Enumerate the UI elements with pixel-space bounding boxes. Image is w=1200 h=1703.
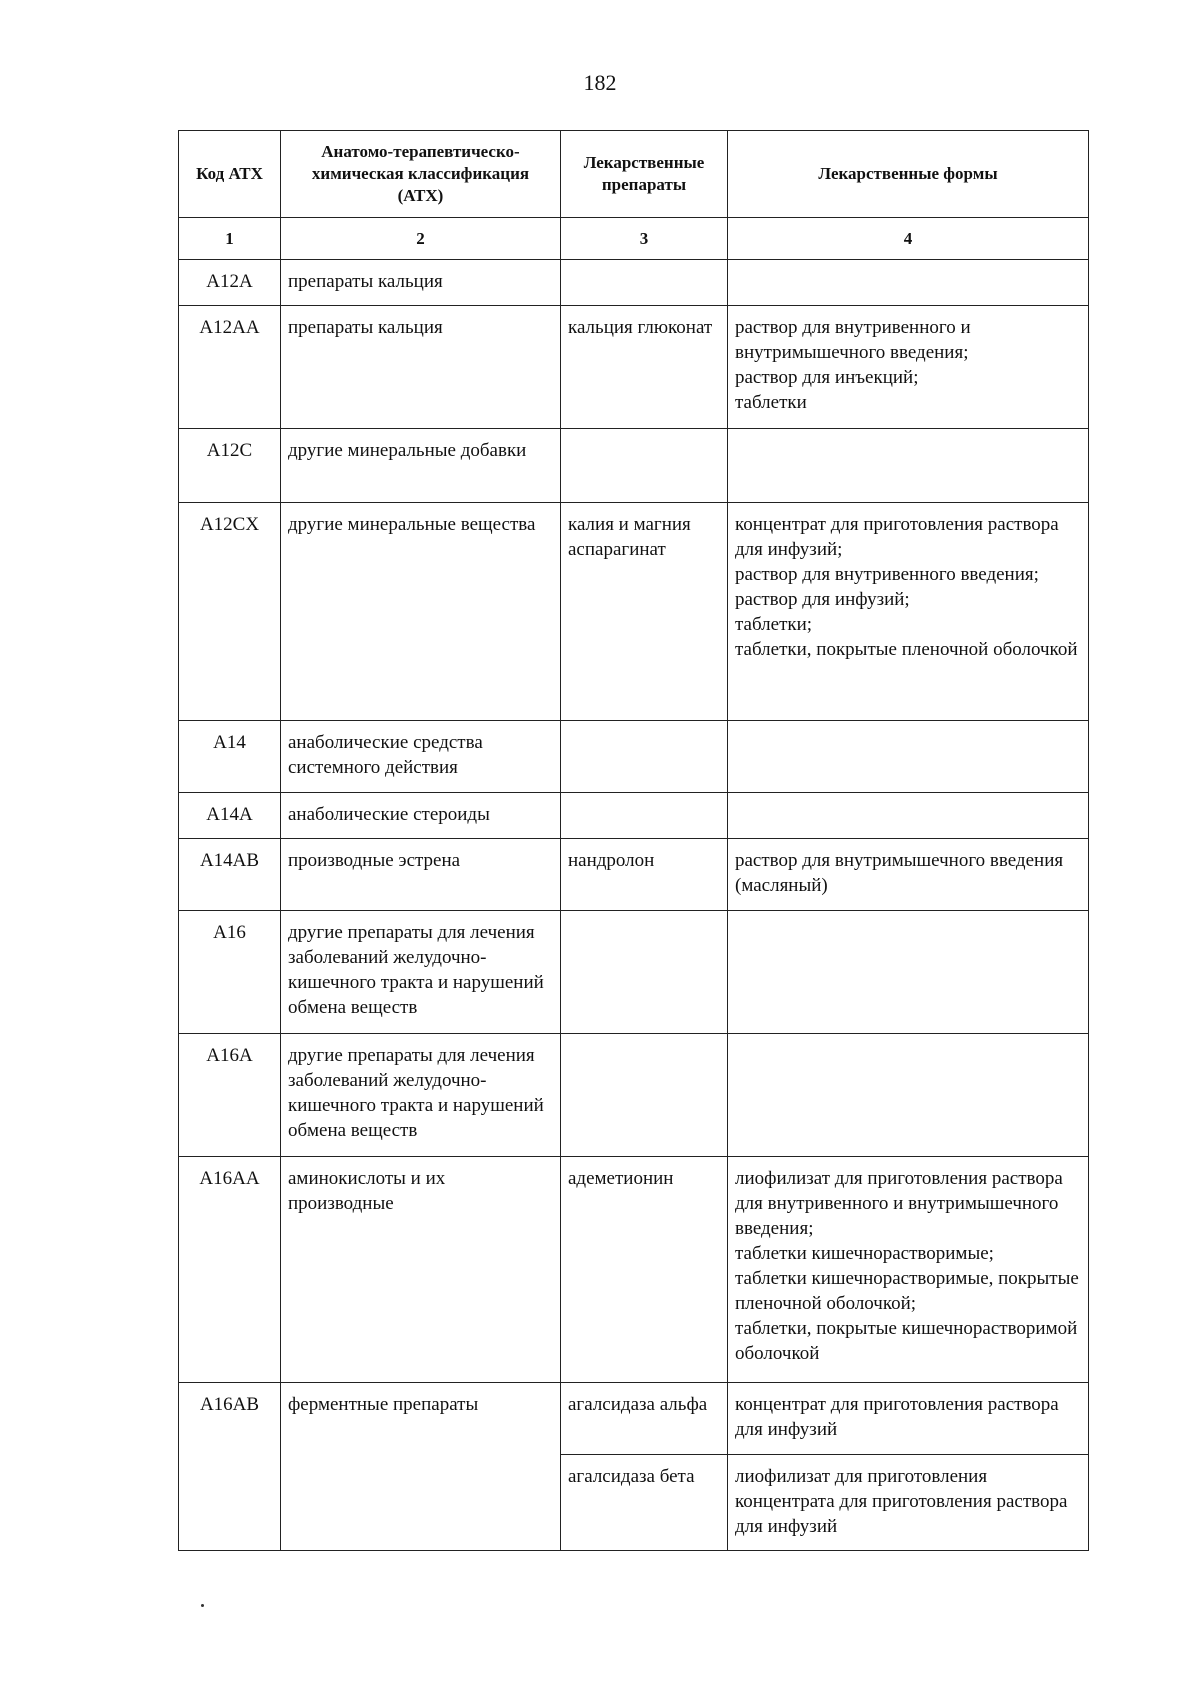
table-row	[179, 911, 1089, 1034]
drug-cell: калия и магния аспарагинат	[561, 503, 728, 721]
dosage-form: раствор для инъекций;	[735, 367, 919, 388]
drug-cell: нандролон	[561, 839, 728, 911]
dosage-forms-cell	[728, 911, 1089, 1034]
drug-cell	[561, 260, 728, 306]
dosage-form: раствор для внутривенного введения;	[735, 564, 1039, 585]
dosage-form: раствор для инфузий;	[735, 589, 910, 610]
atx-code-cell: A12A	[179, 260, 281, 306]
page-number: 182	[583, 70, 617, 95]
column-number: 1	[179, 218, 281, 260]
dosage-form: таблетки кишечнорастворимые;	[735, 1243, 994, 1264]
dosage-forms-cell	[728, 793, 1089, 839]
dosage-forms-cell	[728, 503, 1089, 721]
atx-code-cell: A16A	[179, 1034, 281, 1157]
dosage-form: таблетки, покрытые пленочной оболочкой	[735, 639, 1078, 660]
dosage-forms-cell	[728, 1383, 1089, 1455]
table-row	[179, 721, 1089, 793]
atx-code-cell: A14	[179, 721, 281, 793]
scan-speck	[201, 1604, 204, 1607]
column-number: 3	[561, 218, 728, 260]
classification-cell: ферментные препараты	[281, 1383, 561, 1551]
classification-cell: другие минеральные добавки	[281, 429, 561, 503]
dosage-form: раствор для внутривенного и внутримышечного введения;	[735, 317, 971, 363]
dosage-form: концентрат для приготовления раствора для инфузий	[735, 1394, 1059, 1440]
table-row	[179, 1034, 1089, 1157]
drug-cell: кальция глюконат	[561, 306, 728, 429]
atx-table	[178, 130, 1089, 1551]
table-row	[179, 306, 1089, 429]
atx-code-cell: A12C	[179, 429, 281, 503]
drug-cell	[561, 793, 728, 839]
header-atx-classification: Анатомо-терапевтическо-химическая классификация (АТХ)	[281, 131, 561, 218]
dosage-forms-cell	[728, 306, 1089, 429]
atx-code-cell: A12AA	[179, 306, 281, 429]
atx-code-cell: A16	[179, 911, 281, 1034]
drug-cell	[561, 721, 728, 793]
drug-cell	[561, 429, 728, 503]
classification-cell: другие минеральные вещества	[281, 503, 561, 721]
classification-cell: аминокислоты и их производные	[281, 1157, 561, 1383]
header-drugs: Лекарственные препараты	[561, 131, 728, 218]
drug-cell: адеметионин	[561, 1157, 728, 1383]
dosage-forms-cell	[728, 1034, 1089, 1157]
drug-cell	[561, 1034, 728, 1157]
column-number: 4	[728, 218, 1089, 260]
dosage-form: таблетки	[735, 392, 807, 413]
header-dosage-forms: Лекарственные формы	[728, 131, 1089, 218]
atx-code-cell: A16AA	[179, 1157, 281, 1383]
drug-cell	[561, 911, 728, 1034]
dosage-forms-cell	[728, 1157, 1089, 1383]
table-row	[179, 429, 1089, 503]
table-row	[179, 260, 1089, 306]
dosage-forms-cell	[728, 260, 1089, 306]
classification-cell: анаболические стероиды	[281, 793, 561, 839]
classification-cell: другие препараты для лечения заболеваний желудочно-кишечного тракта и нарушений обмена веществ	[281, 911, 561, 1034]
dosage-form: раствор для внутримышечного введения (масляный)	[735, 850, 1064, 896]
dosage-form: концентрат для приготовления раствора для инфузий;	[735, 514, 1059, 560]
table-row	[179, 793, 1089, 839]
header-atx-code: Код АТХ	[179, 131, 281, 218]
classification-cell: другие препараты для лечения заболеваний желудочно-кишечного тракта и нарушений обмена веществ	[281, 1034, 561, 1157]
dosage-forms-cell	[728, 721, 1089, 793]
table-row	[179, 503, 1089, 721]
atx-code-cell: A12CX	[179, 503, 281, 721]
dosage-form: лиофилизат для приготовления концентрата для приготовления раствора для инфузий	[735, 1466, 1068, 1537]
atx-code-cell: A16AB	[179, 1383, 281, 1551]
dosage-form: таблетки, покрытые кишечнорастворимой оболочкой	[735, 1318, 1078, 1364]
classification-cell: препараты кальция	[281, 306, 561, 429]
table-row	[179, 839, 1089, 911]
dosage-forms-cell	[728, 1455, 1089, 1551]
table-row	[179, 1383, 1089, 1455]
atx-code-cell: A14AB	[179, 839, 281, 911]
table-row	[179, 1157, 1089, 1383]
header-row	[179, 131, 1089, 218]
atx-code-cell: A14A	[179, 793, 281, 839]
column-number-row	[179, 218, 1089, 260]
drug-cell: агалсидаза альфа	[561, 1383, 728, 1455]
column-number: 2	[281, 218, 561, 260]
dosage-forms-cell	[728, 839, 1089, 911]
dosage-form: лиофилизат для приготовления раствора для внутривенного и внутримышечного введения;	[735, 1168, 1063, 1239]
dosage-form: таблетки;	[735, 614, 813, 635]
drug-cell: агалсидаза бета	[561, 1455, 728, 1551]
classification-cell: производные эстрена	[281, 839, 561, 911]
classification-cell: анаболические средства системного действия	[281, 721, 561, 793]
classification-cell: препараты кальция	[281, 260, 561, 306]
dosage-forms-cell	[728, 429, 1089, 503]
dosage-form: таблетки кишечнорастворимые, покрытые пленочной оболочкой;	[735, 1268, 1079, 1314]
